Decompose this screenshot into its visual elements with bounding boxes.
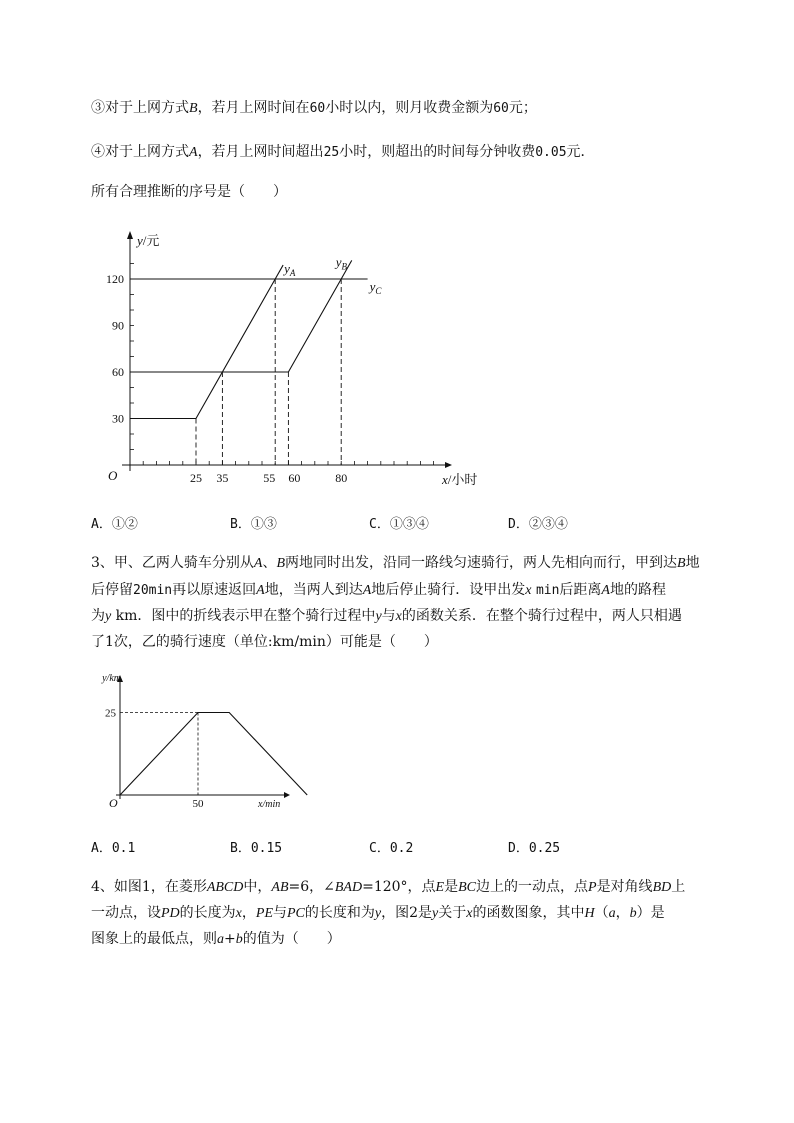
var: ABCD (206, 880, 244, 895)
choice-b[interactable] (230, 837, 282, 856)
question-prompt (91, 182, 287, 202)
text: 的长度和为 (304, 905, 375, 921)
statement-3 (91, 98, 537, 119)
text: 与 (381, 608, 396, 624)
choice-label: A．①② (91, 517, 138, 532)
x-tick-label: 50 (192, 798, 204, 810)
choice-c[interactable] (369, 837, 413, 856)
text: 3、甲、乙两人骑车分别从 (91, 555, 254, 571)
q3-line-4 (91, 632, 438, 652)
var: A (601, 583, 610, 598)
chart-fee-vs-hours (90, 222, 510, 497)
x-unit: /小时 (447, 472, 478, 487)
number: 25 (323, 145, 340, 160)
text: ③对于上网方式 (91, 100, 189, 116)
var: B (677, 556, 686, 571)
choice-d[interactable] (508, 513, 568, 532)
choice-label: A．0.1 (91, 841, 136, 856)
x-axis-label (441, 472, 477, 487)
choice-d[interactable] (508, 837, 560, 856)
text: ，若月上网时间超出 (197, 144, 324, 160)
series-sub: A (289, 268, 296, 279)
x-axis-label: x/min (258, 799, 281, 810)
q4-line-3 (91, 929, 341, 950)
text: 所有合理推断的序号是（ ） (91, 184, 287, 200)
text: 后停留 (91, 582, 133, 598)
text: 上 (671, 879, 686, 895)
series-line-a (130, 265, 283, 418)
choice-a[interactable] (91, 513, 138, 532)
y-tick-label: 30 (112, 411, 124, 426)
text: 中， (243, 879, 272, 895)
var: a (608, 906, 616, 921)
var: A (189, 145, 198, 160)
text: ④对于上网方式 (91, 144, 189, 160)
text: 元； (508, 100, 537, 116)
text: =6，∠ (288, 879, 335, 895)
text: 两地同时出发，沿同一路线匀速骑行，两人先相向而行，甲到达 (285, 555, 678, 571)
series-line (120, 713, 307, 796)
y-tick-label: 60 (112, 365, 124, 379)
text: 是 (444, 879, 459, 895)
choice-c[interactable] (369, 513, 429, 532)
y-axis-label: y/km (102, 673, 121, 684)
text: 地的路程 (609, 582, 666, 598)
x-tick-label: 60 (288, 471, 301, 485)
text: （ (594, 905, 609, 921)
text: 与 (273, 905, 287, 921)
series-label-a (282, 261, 296, 278)
text: 为 (91, 608, 105, 624)
var: y (432, 906, 439, 921)
var: b (235, 932, 243, 947)
series-label-b (334, 254, 348, 271)
choice-label: C．0.2 (369, 841, 414, 856)
statement-4 (91, 142, 595, 163)
unit: min (535, 583, 560, 598)
q3-line-1 (91, 553, 700, 574)
text: 的函数图象，其中 (472, 905, 585, 921)
var: BD (652, 880, 672, 895)
text: 4、如图1，在菱形 (91, 879, 207, 895)
y-tick-label: 90 (112, 318, 124, 333)
x-tick-label: 25 (190, 471, 202, 485)
series-var: y (369, 279, 376, 294)
text: =120°，点 (362, 879, 436, 895)
choice-a[interactable] (91, 837, 135, 856)
text: 后距离 (559, 582, 602, 598)
var: PD (161, 906, 180, 921)
series-label-c (368, 279, 383, 296)
text: ， (615, 905, 630, 921)
var: BC (458, 880, 476, 895)
x-tick-label: 55 (263, 471, 276, 485)
text: 再以原速返回 (172, 582, 257, 598)
var: B (189, 101, 198, 116)
text: 小时，则超出的时间每分钟收费 (339, 144, 536, 160)
var: PC (287, 906, 305, 921)
var: y (374, 906, 382, 921)
x-axis-arrow (284, 792, 290, 798)
var: A (253, 556, 263, 571)
choice-label: D．②③④ (508, 517, 568, 532)
number: 60 (493, 101, 509, 116)
var: y (375, 609, 382, 624)
choice-label: D．0.25 (508, 841, 561, 856)
choice-label: B．①③ (230, 517, 277, 532)
text: 边上的一动点，点 (476, 879, 588, 895)
y-axis-arrow (127, 231, 133, 239)
var: A (362, 583, 372, 598)
text: ， (241, 905, 256, 921)
x-axis-arrow (445, 462, 452, 468)
text: ，若月上网时间在 (197, 100, 310, 116)
x-tick-label: 35 (216, 471, 229, 485)
text: 的长度为 (179, 905, 236, 921)
y-tick-label: 25 (105, 707, 116, 720)
var: x (525, 583, 532, 598)
q3-line-2 (91, 580, 666, 601)
number: 0.05 (535, 145, 567, 160)
text: 地 (685, 555, 700, 571)
origin-label: O (109, 796, 118, 810)
number: 60 (309, 101, 326, 116)
y-unit: /元 (142, 233, 160, 248)
text: 一动点，设 (91, 905, 161, 921)
var: H (584, 906, 595, 921)
text: 元． (566, 144, 595, 160)
y-tick-label: 120 (106, 272, 124, 286)
text: km．图中的折线表示甲在整个骑行过程中 (115, 608, 376, 624)
choice-b[interactable] (230, 513, 277, 532)
text: 是对角线 (596, 879, 653, 895)
var: a (217, 932, 224, 947)
var: BAD (334, 880, 363, 895)
text: 地，当两人到达 (264, 582, 363, 598)
y-var: y (137, 233, 143, 248)
series-sub: C (375, 286, 382, 296)
var: AB (271, 880, 289, 895)
var: A (256, 583, 265, 598)
series-sub: B (341, 261, 348, 272)
x-tick-label: 80 (335, 471, 348, 485)
var: B (276, 556, 286, 571)
text: ，图2是 (381, 905, 433, 921)
text: 、 (262, 555, 277, 571)
text: 关于 (438, 905, 467, 921)
chart-distance-vs-time (90, 668, 310, 813)
text: 的值为（ ） (242, 931, 341, 947)
number: 20min (133, 583, 173, 598)
series-line-b (130, 260, 352, 372)
q4-line-2 (91, 903, 665, 924)
x-var: x (442, 472, 448, 487)
text: 地后停止骑行．设甲出发 (371, 582, 526, 598)
choice-label: B．0.15 (230, 841, 283, 856)
var: PE (255, 906, 273, 921)
y-axis-label (135, 233, 159, 248)
var: x (235, 906, 242, 921)
choice-label: C．①③④ (369, 517, 429, 532)
var: x (466, 906, 473, 921)
var: E (435, 880, 445, 895)
q4-line-1 (91, 877, 685, 898)
text: ）是 (636, 905, 665, 921)
var: b (629, 906, 637, 921)
text: 的函数关系．在整个骑行过程中，两人只相遇 (401, 608, 682, 624)
var: x (395, 609, 402, 624)
q3-line-3 (91, 606, 682, 627)
series-var: y (284, 261, 290, 277)
text: 图象上的最低点，则 (91, 931, 217, 947)
text: 了1次，乙的骑行速度（单位:km/min）可能是（ ） (91, 634, 438, 650)
text: 小时以内，则月收费金额为 (325, 100, 494, 116)
origin-label: O (108, 468, 118, 483)
var: y (105, 609, 112, 624)
series-var: y (335, 254, 342, 270)
var: P (588, 880, 597, 895)
text: + (224, 931, 236, 947)
